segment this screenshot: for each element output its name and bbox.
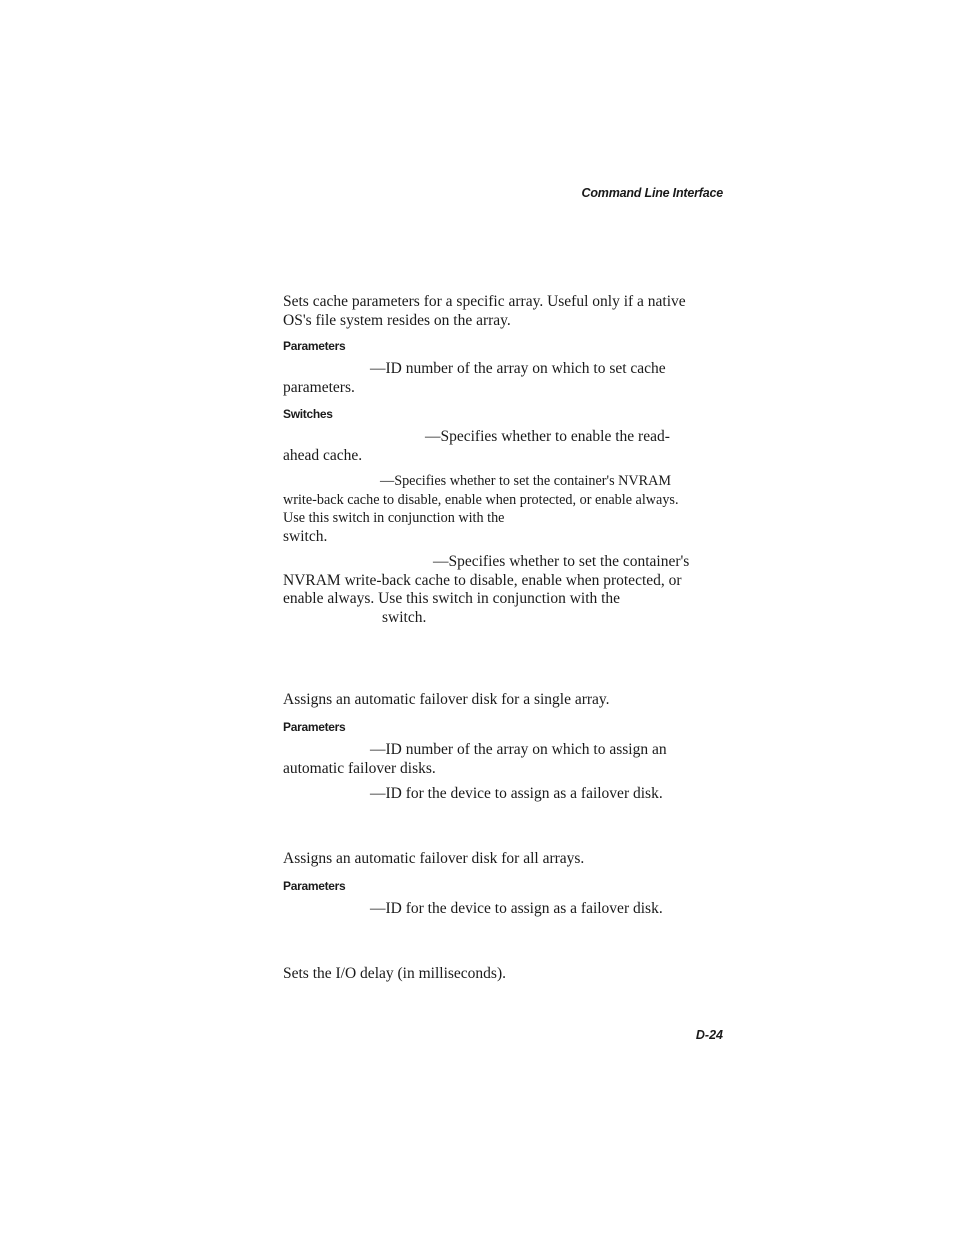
section2-parameters-label: Parameters xyxy=(283,720,346,734)
section3-parameters-label: Parameters xyxy=(283,879,346,893)
section3-description: Assigns an automatic failover disk for all arrays. xyxy=(283,850,585,867)
section4-description: Sets the I/O delay (in milliseconds). xyxy=(283,965,506,982)
section3-param-1: —ID for the device to assign as a failover disk. xyxy=(370,900,663,917)
section1-switch-2: —Specifies whether to set the container's NVRAM write-back cache to disable, enable when protected, or enable always. Use this switch in conjunction with the switch. xyxy=(283,473,679,545)
section2-param-2: —ID for the device to assign as a failover disk. xyxy=(370,785,663,802)
section1-param-1: —ID number of the array on which to set cache parameters. xyxy=(283,360,666,396)
section1-switches-label: Switches xyxy=(283,407,333,421)
section2-param-1: —ID number of the array on which to assign an automatic failover disks. xyxy=(283,741,667,777)
section1-switch-3: —Specifies whether to set the container's NVRAM write-back cache to disable, enable when protected, or enable always. Use this switch in conjunction with the switch. xyxy=(283,553,690,626)
section1-description: Sets cache parameters for a specific array. Useful only if a native OS's file system resides on the array. xyxy=(283,293,686,329)
page-header-title: Command Line Interface xyxy=(581,186,723,200)
page-number: D-24 xyxy=(695,1028,723,1042)
section2-description: Assigns an automatic failover disk for a single array. xyxy=(283,691,610,708)
section1-switch-1: —Specifies whether to enable the read- ahead cache. xyxy=(283,428,670,464)
section1-parameters-label: Parameters xyxy=(283,339,346,353)
